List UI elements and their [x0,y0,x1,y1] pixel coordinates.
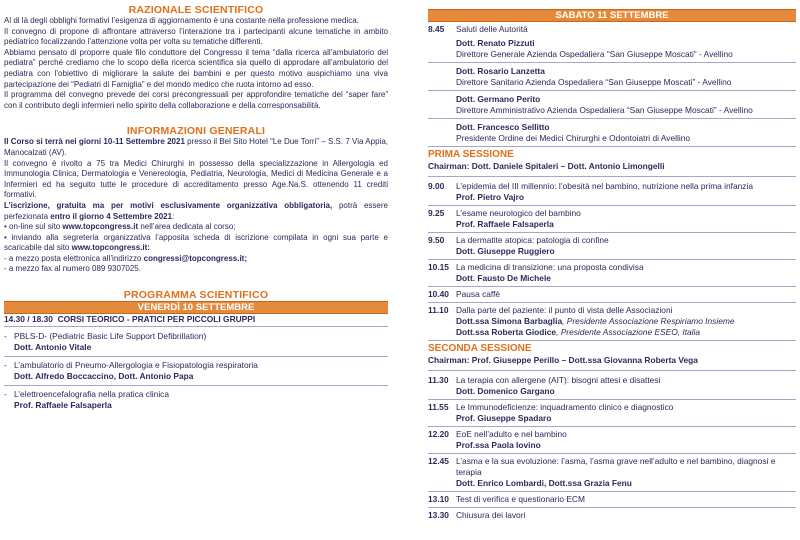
authority-role: Presidente Ordine dei Medici Chirurghi e Odontoiatri di Avellino [456,133,691,143]
talk-speaker: Prof. Raffaele Falsaperla [456,219,554,229]
talk-time: 9.25 [428,208,445,218]
talk-entry [428,375,796,400]
saturday-band: SABATO 11 SETTEMBRE [428,9,796,22]
talk-speaker: Dott. Fausto De Michele [456,273,551,283]
session-1-chair: Chairman: Dott. Daniele Spitaleri – Dott. Antonio Limongelli [428,161,796,177]
info-paragraph-1 [4,137,388,158]
info-bullet-email-pre: - a mezzo posta elettronica all’indirizzo [4,253,144,263]
talk-title: La terapia con allergene (AIT): bisogni attesi e disattesi [456,375,661,385]
course-item-tutor: Prof. Raffaele Falsaperla [14,400,112,411]
authority-role: Direttore Sanitario Azienda Ospedaliera “San Giuseppe Moscati” - Avellino [456,77,732,87]
authority-name: Dott. Germano Perito [456,94,541,104]
course-title: CORSI TEORICO - PRATICI PER PICCOLI GRUPPI [57,314,256,325]
authority-entry [428,119,796,147]
info-registration-mid: potrà essere perfezionata [4,200,388,221]
talk-speaker [456,327,796,338]
talk-entry [428,181,796,206]
talk-time: 10.15 [428,262,449,272]
saluti-entry [428,24,796,35]
dash-bullet: - [4,360,7,371]
authority-entry [428,35,796,63]
info-registration: L’iscrizione, gratuita ma per motivi esclusivamente organizzativa obbligatoria, [4,200,333,210]
authority-role: Direttore Amministrativo Azienda Ospedaliera “San Giuseppe Moscati” - Avellino [456,105,753,115]
authority-name: Dott. Francesco Sellitto [456,122,550,132]
talk-time: 9.00 [428,181,445,191]
speaker-role: , Presidente Associazione Respiriamo Insieme [562,316,735,326]
dash-bullet: - [4,331,7,342]
talk-title: Le Immunodeficienze: inquadramento clinico e diagnostico [456,402,674,412]
talk-entry [428,208,796,233]
info-bullet-form [4,233,388,254]
email-link[interactable]: congressi@topcongress.it; [143,253,247,263]
course-header [4,314,388,327]
razionale-paragraph-1: Al di là degli obblighi formativi l’esigenza di aggiornamento è una costante nella professione medica. [4,16,359,25]
speaker-name: Dott.ssa Roberta Giodice [456,327,557,337]
session-1-title: PRIMA SESSIONE [428,149,514,160]
talk-time: 11.55 [428,402,449,412]
saluti-title: Saluti delle Autorità [456,24,528,34]
authority-name: Dott. Rosario Lanzetta [456,66,545,76]
session-2-chair: Chairman: Prof. Giuseppe Perillo – Dott.ssa Giovanna Roberta Vega [428,355,796,371]
saluti-time: 8.45 [428,24,445,34]
talk-title: L’asma e la sua evoluzione: l’asma, l’asma grave nell’adulto e nel bambino, diagnosi e terapia [456,456,776,477]
dash-bullet: - [4,389,7,400]
talk-entry [428,262,796,287]
talk-entry [428,235,796,260]
talk-entry [428,402,796,427]
course-item-title: PBLS-D- (Pediatric Basic Life Support Defibrillation) [14,331,207,342]
course-item-title: L’elettroencefalografia nella pratica clinica [14,389,170,400]
authority-entry [428,63,796,91]
razionale-title: RAZIONALE SCIENTIFICO [128,4,264,16]
talk-speaker: Dott. Domenico Gargano [456,386,555,396]
friday-band: VENERDÌ 10 SETTEMBRE [4,301,388,314]
info-venue: presso il Bel Sito Hotel “Le Due Torri” – S.S. 7 Via Appia, Manocalzati (AV). [4,137,388,157]
talk-speaker: Prof. Pietro Vajro [456,192,524,202]
talk-speaker: Dott. Enrico Lombardi, Dott.ssa Grazia Fenu [456,478,632,488]
talk-speaker: Prof. Giuseppe Spadaro [456,413,552,423]
razionale-paragraph-3: Abbiamo pensato di proporre quale filo conduttore del Congresso il tema “dalla ricerca all’ambulatorio del pediatra” perché crediamo che lo scopo della ricerca scientifica sia quello di approdare all’ambulatorio del pediatra con l’obiettivo di migliorare la salute dei bambini e per questo motivo auspichiamo una viva partecipazione dei “Pediatri di Famiglia” e del mondo medico che ruota intorno ad esso. [4,47,388,89]
info-bullet-online-post: nell’area dedicata al corso; [138,222,236,232]
info-paragraph-2: Il convegno è rivolto a 75 tra Medici Chirurghi in possesso della specializzazione in Allergologia ed Immunologia Clinica, Dermatologia e Venereologia, Pediatria, Neurologia, Medici di Medicina Generale e a Infermieri ed ha seguito tutte le procedure di accreditamento presso Age.Na.S. ottenendo 11 crediti formativi. [4,158,388,200]
authority-name: Dott. Renato Pizzuti [456,38,535,48]
talk-entry [428,305,796,341]
info-registration-end: : [172,211,175,221]
break-title: Pausa caffè [456,289,501,299]
course-time: 14.30 / 18.30 [4,314,53,325]
info-bullet-form-text: • inviando alla segreteria organizzativa l’apposita scheda di iscrizione compilata in ogni sua parte e scaricabile dal sito [4,232,388,253]
talk-time: 12.45 [428,456,449,466]
closing-entry [428,510,796,521]
info-dates: Il Corso si terrà nei giorni 10-11 Settembre 2021 [4,137,185,147]
talk-time: 11.10 [428,305,449,315]
info-bullet-email [4,254,388,265]
info-paragraph-3 [4,201,388,222]
closing-title: Chiusura dei lavori [456,510,526,520]
talk-time: 11.30 [428,375,449,385]
course-item [4,389,388,411]
website-link[interactable]: www.topcongress.it [62,222,139,232]
talk-time: 12.20 [428,429,449,439]
course-item-title: L’ambulatorio di Pneumo-Allergologia e Fisiopatologia respiratoria [14,360,258,371]
course-item-tutor: Dott. Alfredo Boccaccino, Dott. Antonio Papa [14,371,194,382]
info-bullet-online [4,222,388,233]
programma-title: PROGRAMMA SCIENTIFICO [123,289,269,302]
course-item-tutor: Dott. Antonio Vitale [14,342,92,353]
talk-speaker: Prof.ssa Paola Iovino [456,440,541,450]
razionale-paragraph-2: Il convegno di propone di affrontare attraverso l’interazione tra i partecipanti alcune tematiche in ambito pediatrico focalizzando l’attenzione volta per volta su tematiche differenti. [4,26,388,47]
break-time: 10.40 [428,289,449,299]
razionale-paragraph-4: Il programma del convegno prevede dei corsi precongressuali per approfondire tematiche del “saper fare” con il contributo degli infermieri nello spirito della collaborazione e della corresponsabilità. [4,90,388,110]
talk-time: 9.50 [428,235,445,245]
talk-speaker [456,316,796,327]
website-link-2[interactable]: www.topcongress.it: [71,243,150,253]
talk-title: L’esame neurologico del bambino [456,208,581,218]
talk-title: Dalla parte del paziente: il punto di vista delle Associazioni [456,305,673,315]
closing-time: 13.30 [428,510,449,520]
talk-entry [428,456,796,492]
break-entry [428,289,796,303]
authority-role: Direttore Generale Azienda Ospedaliera “San Giuseppe Moscati” - Avellino [456,49,733,59]
info-title: INFORMAZIONI GENERALI [126,125,266,138]
ecm-title: Test di verifica e questionario ECM [456,494,585,504]
speaker-role: , Presidente Associazione ESEO, Italia [556,327,701,337]
course-item [4,360,388,386]
session-2-title: SECONDA SESSIONE [428,343,532,354]
ecm-entry [428,494,796,508]
right-column [428,0,796,521]
talk-title: La medicina di transizione: una proposta condivisa [456,262,644,272]
talk-speaker: Dott. Giuseppe Ruggiero [456,246,555,256]
info-bullet-online-pre: • on-line sul sito [4,222,63,232]
authority-entry [428,91,796,119]
left-column [4,0,388,411]
ecm-time: 13.10 [428,494,449,504]
speaker-name: Dott.ssa Simona Barbaglia [456,316,563,326]
talk-entry [428,429,796,454]
info-bullet-fax: - a mezzo fax al numero 089 9307025. [4,264,141,274]
talk-title: L’epidemia del III millennio: l’obesità nel bambino, nutrizione nella prima infanzia [456,181,754,191]
info-deadline: entro il giorno 4 Settembre 2021 [50,211,173,221]
talk-title: EoE nell’adulto e nel bambino [456,429,567,439]
talk-title: La dermatite atopica: patologia di confine [456,235,609,245]
course-item [4,331,388,357]
